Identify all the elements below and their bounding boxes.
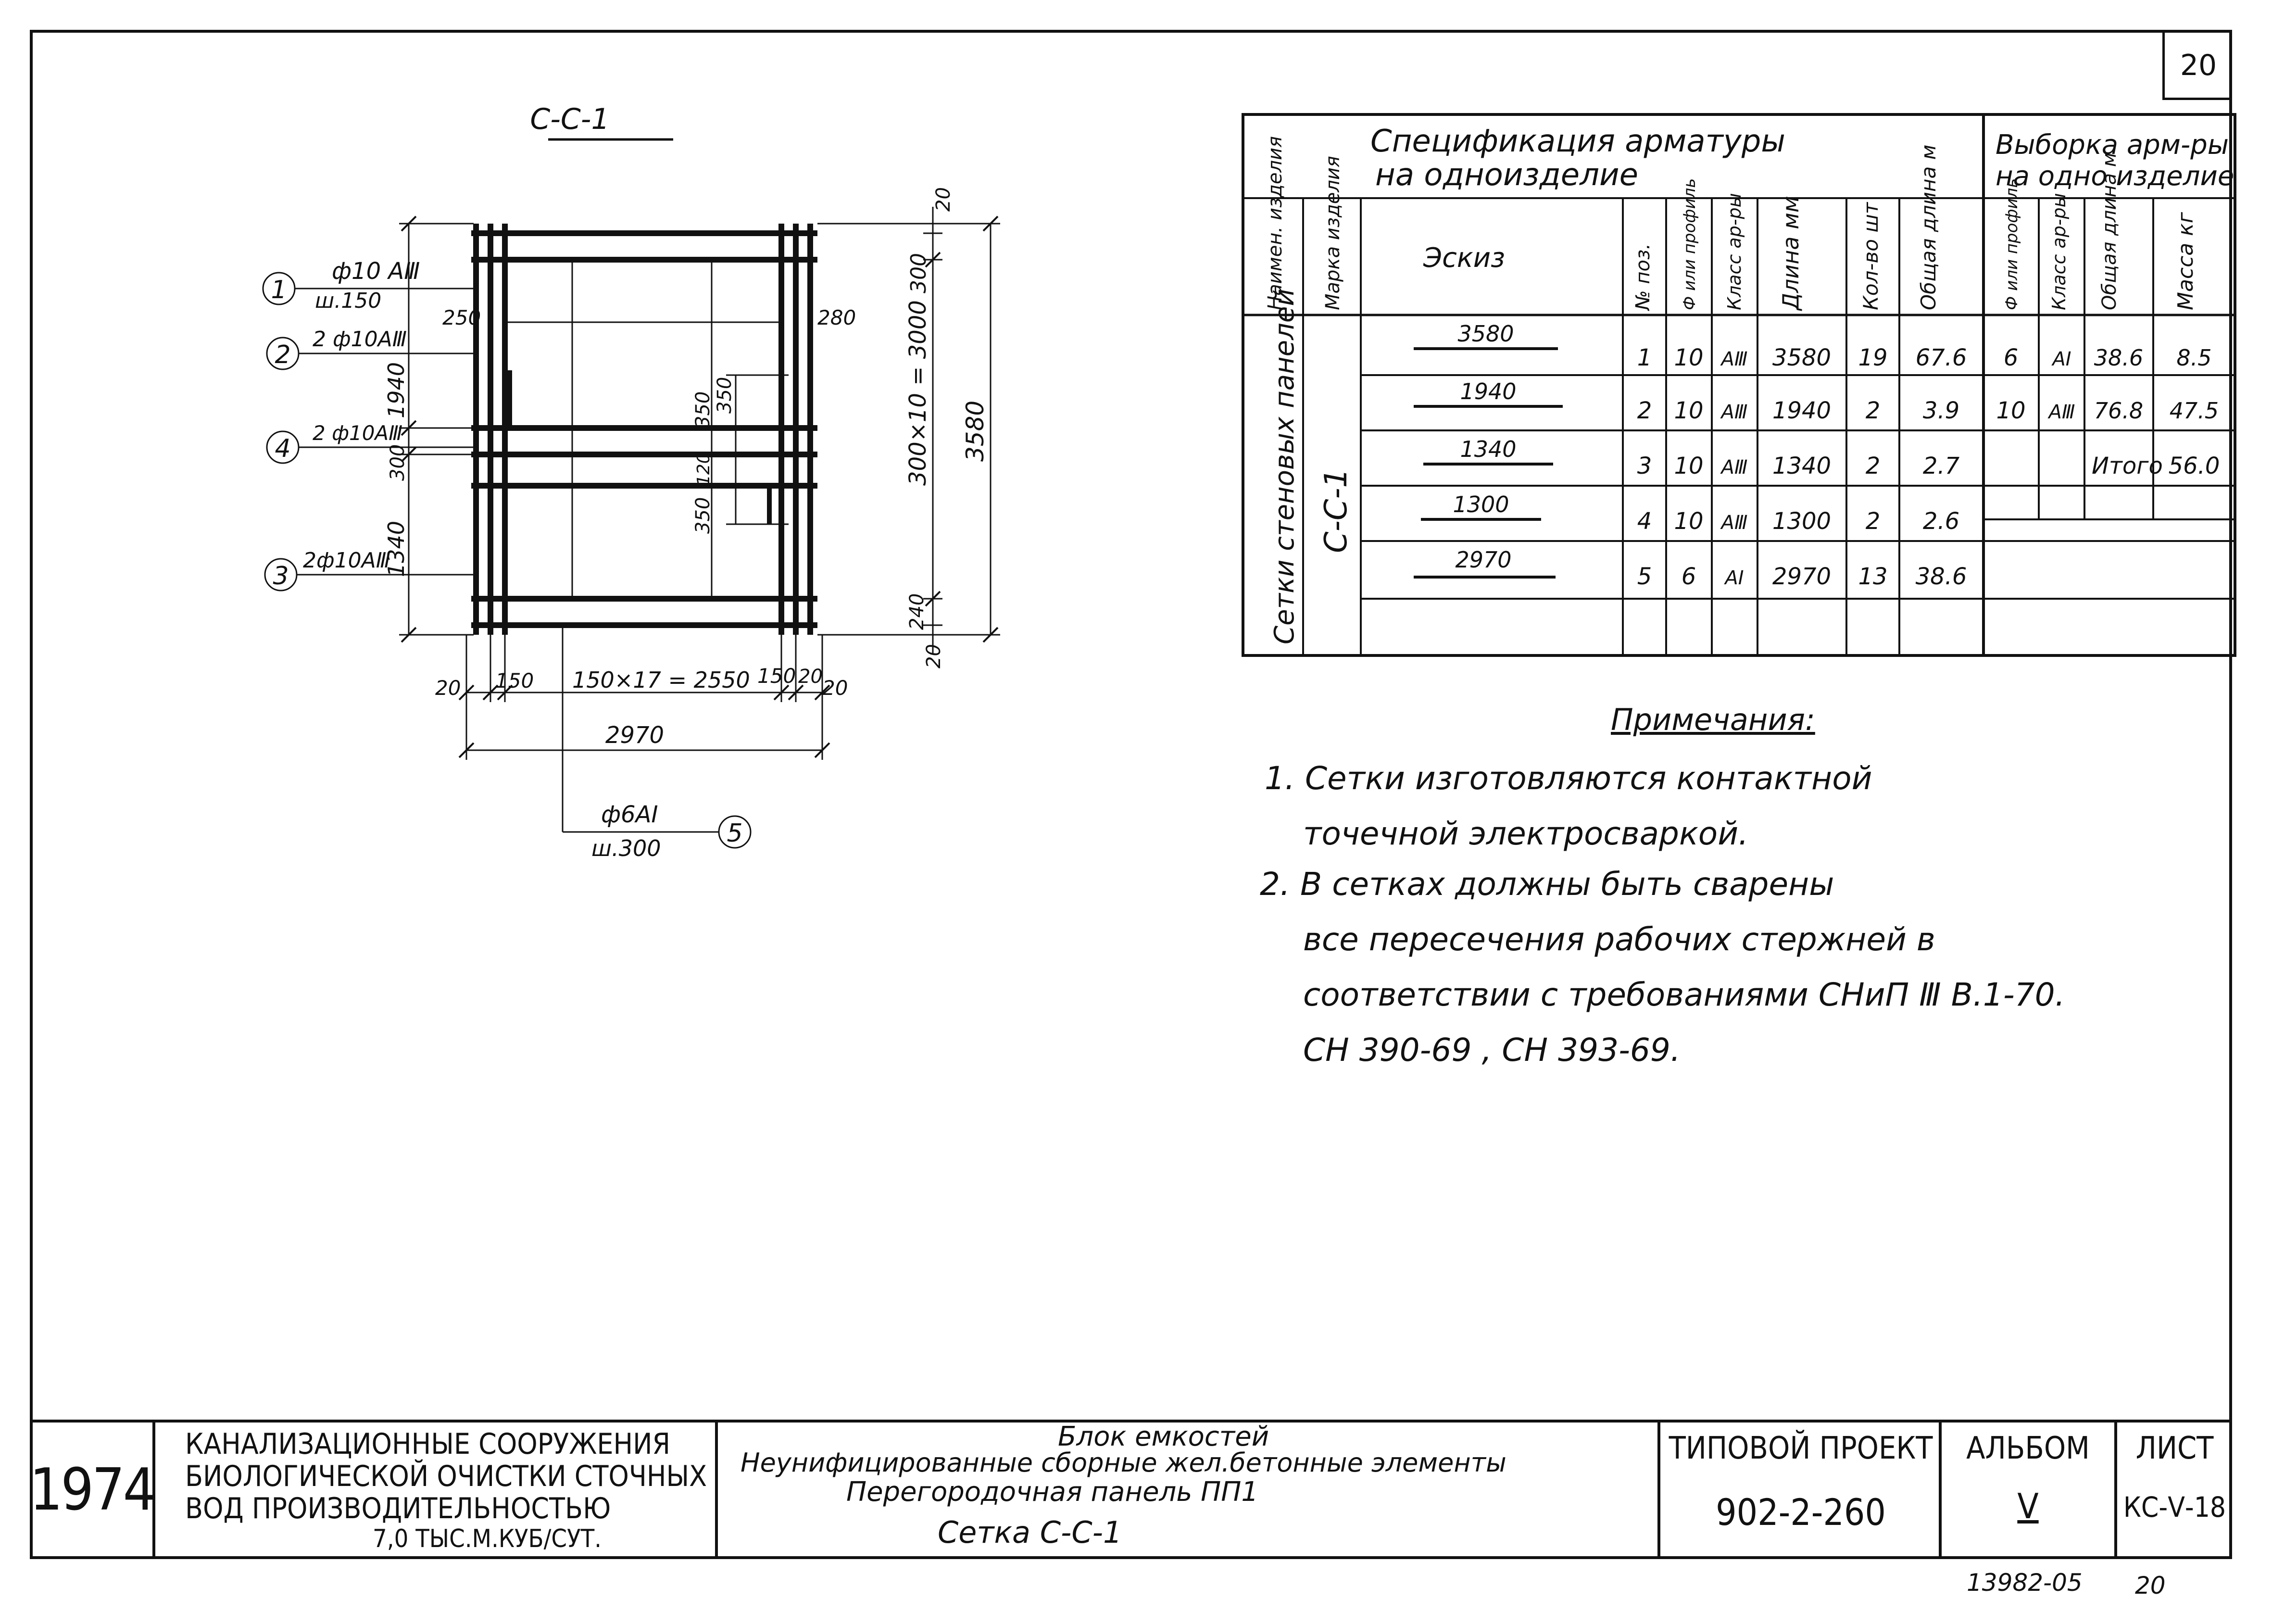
row-2-diam: 10: [1674, 397, 1704, 424]
page-number: 20: [2162, 33, 2232, 100]
row-5-klass: АⅠ: [1725, 567, 1744, 589]
row-1-dlina: 3580: [1772, 344, 1832, 371]
bar-5-label: ф6АⅠ: [601, 801, 658, 828]
dim-r-3580: 3580: [961, 400, 989, 462]
project-number: 902-2-260: [1716, 1491, 1886, 1534]
dim-r-300: 300: [906, 253, 931, 293]
desc-line-1: Блок емкостей: [1058, 1421, 1269, 1452]
row-5-poz: 5: [1637, 563, 1652, 590]
bar-3-label: 2ф10АⅢ: [303, 548, 391, 573]
bar-1-label: ф10 АⅢ: [332, 258, 420, 285]
bottom-code: 13982-05: [1967, 1569, 2083, 1597]
row-1-poz: 1: [1637, 344, 1652, 371]
hdr-dlina: Длина мм: [1778, 196, 1804, 310]
bar-1-num: 1: [271, 276, 287, 304]
dim-2970: 2970: [605, 722, 665, 749]
row-4-poz: 4: [1637, 508, 1652, 535]
row-1-kolvo: 19: [1858, 344, 1888, 371]
row-1-diam: 10: [1674, 344, 1704, 371]
hdr-v-massa: Масса кг: [2173, 212, 2198, 310]
note-line-2: точечной электросваркой.: [1303, 815, 1749, 852]
marka-value: С-С-1: [1318, 468, 1354, 553]
dim-280: 280: [817, 306, 856, 329]
dim-300: 300: [387, 444, 409, 481]
org-line-2: БИОЛОГИЧЕСКОЙ ОЧИСТКИ СТОЧНЫХ: [185, 1460, 707, 1493]
row-3-kolvo: 2: [1865, 453, 1881, 479]
note-line-3: 2. В сетках должны быть сварены: [1260, 866, 1834, 903]
hdr-profil: Ф или профиль: [1680, 178, 1699, 310]
v-row-2-klass: АⅢ: [2048, 401, 2075, 423]
v-row-2-massa: 47.5: [2169, 398, 2219, 424]
bar-5-num: 5: [727, 819, 743, 848]
album-label: АЛЬБОМ: [1966, 1431, 2090, 1466]
hdr-marka: Марка изделия: [1322, 156, 1344, 310]
row-2-sketch: 1940: [1460, 378, 1517, 404]
desc-line-3: Перегородочная панель ПП1: [846, 1476, 1258, 1508]
album-value: Ⅴ: [2017, 1486, 2039, 1526]
vyborka-title-2: на одно изделие: [1996, 161, 2234, 192]
hdr-kolvo: Кол-во шт: [1859, 202, 1883, 310]
row-3-dlina: 1340: [1772, 453, 1832, 479]
bar-1-sublabel: ш.150: [315, 289, 382, 313]
notes-title: Примечания:: [1611, 702, 1815, 737]
hdr-poz: № поз.: [1632, 243, 1654, 310]
project-label: ТИПОВОЙ ПРОЕКТ: [1669, 1431, 1933, 1466]
v-row-1-diam: 6: [2003, 344, 2019, 371]
dim-350-b: 350: [692, 497, 714, 534]
desc-line-2: Неунифицированные сборные жел.бетонные элементы: [741, 1448, 1506, 1478]
row-3-sketch: 1340: [1460, 436, 1517, 462]
naimen-value: Сетки стеновых панелей: [1269, 289, 1300, 644]
vyborka-title-1: Выборка арм-ры: [1996, 129, 2229, 161]
row-5-obsh: 38.6: [1915, 563, 1967, 590]
row-4-dlina: 1300: [1772, 508, 1832, 535]
row-3-poz: 3: [1637, 453, 1652, 479]
hdr-naimen: Наимен. изделия: [1264, 136, 1286, 310]
row-4-sketch: 1300: [1453, 491, 1509, 517]
row-3-obsh: 2.7: [1922, 453, 1960, 479]
row-5-kolvo: 13: [1858, 563, 1888, 590]
dim-150-b: 150: [757, 664, 796, 688]
v-row-1-massa: 8.5: [2176, 345, 2212, 371]
hdr-v-obsh: Общая длина м: [2098, 152, 2121, 310]
hdr-v-profil: Ф или профиль: [2002, 178, 2021, 310]
spec-title-1: Спецификация арматуры: [1370, 124, 1785, 159]
dim-350-c: 350: [692, 391, 714, 428]
dim-350-a: 350: [714, 377, 736, 414]
dim-1940: 1940: [383, 362, 409, 418]
row-2-dlina: 1940: [1772, 397, 1832, 424]
bar-2-num: 2: [275, 340, 291, 369]
drawing-title: С-С-1: [530, 102, 610, 136]
dim-1340: 1340: [383, 520, 409, 577]
note-line-6: СН 390-69 , СН 393-69.: [1303, 1032, 1681, 1069]
row-2-obsh: 3.9: [1922, 397, 1960, 424]
dim-r-3000: 300×10 = 3000: [904, 300, 931, 486]
spec-title-2: на одноизделие: [1375, 157, 1638, 193]
v-row-1-klass: АⅠ: [2052, 348, 2071, 370]
dim-120: 120: [694, 453, 714, 486]
row-5-dlina: 2970: [1772, 563, 1832, 590]
org-line-3: ВОД ПРОИЗВОДИТЕЛЬНОСТЬЮ: [185, 1492, 611, 1525]
row-2-kolvo: 2: [1865, 397, 1881, 424]
row-1-klass: АⅢ: [1721, 348, 1748, 370]
itogo-value: 56.0: [2168, 453, 2220, 479]
sheet-label: ЛИСТ: [2135, 1431, 2214, 1466]
itogo-label: Итого: [2092, 453, 2163, 479]
org-line-4: 7,0 ТЫС.М.КУБ/СУТ.: [373, 1524, 602, 1553]
v-row-2-diam: 10: [1996, 397, 2026, 424]
row-5-diam: 6: [1681, 563, 1696, 590]
hdr-eskiz: Эскиз: [1423, 242, 1505, 274]
bottom-page: 20: [2135, 1572, 2166, 1599]
row-3-klass: АⅢ: [1721, 456, 1748, 478]
note-line-5: соответствии с требованиями СНиП Ⅲ В.1-70.: [1303, 976, 2065, 1013]
dim-20-a: 20: [435, 676, 461, 700]
dim-r-20-a: 20: [932, 187, 954, 212]
row-1-obsh: 67.6: [1915, 344, 1967, 371]
title-year: 1974: [29, 1457, 154, 1523]
row-1-sketch: 3580: [1457, 321, 1514, 347]
dim-2550: 150×17 = 2550: [572, 667, 750, 693]
dim-r-20-b: 20: [923, 644, 945, 668]
desc-line-4: Сетка С-С-1: [938, 1515, 1122, 1550]
bar-4-num: 4: [275, 434, 291, 463]
row-4-klass: АⅢ: [1721, 512, 1748, 534]
v-row-2-obsh: 76.8: [2094, 398, 2144, 424]
v-row-1-obsh: 38.6: [2094, 345, 2144, 371]
hdr-klass: Класс ар-ры: [1724, 193, 1745, 310]
sheet-value: КС-Ⅴ-18: [2123, 1491, 2226, 1523]
dim-20-c: 20: [822, 676, 848, 700]
row-4-kolvo: 2: [1865, 508, 1881, 535]
note-line-4: все пересечения рабочих стержней в: [1303, 921, 1935, 958]
dim-250: 250: [442, 306, 481, 329]
note-line-1: 1. Сетки изготовляются контактной: [1265, 760, 1872, 797]
dim-r-240: 240: [906, 593, 928, 630]
row-4-obsh: 2.6: [1922, 508, 1960, 535]
row-4-diam: 10: [1674, 508, 1704, 535]
hdr-v-klass: Класс ар-ры: [2048, 193, 2070, 310]
row-3-diam: 10: [1674, 453, 1704, 479]
row-2-poz: 2: [1637, 397, 1652, 424]
bar-5-sublabel: ш.300: [591, 835, 661, 861]
org-line-1: КАНАЛИЗАЦИОННЫЕ СООРУЖЕНИЯ: [185, 1427, 670, 1461]
bar-4-label: 2 ф10АⅢ: [313, 421, 403, 445]
bar-3-num: 3: [273, 562, 289, 591]
dim-20-b: 20: [798, 666, 823, 688]
bar-2-label: 2 ф10АⅢ: [313, 327, 407, 352]
dim-150-a: 150: [495, 669, 534, 692]
row-5-sketch: 2970: [1455, 547, 1512, 573]
hdr-obsh: Общая длина м: [1917, 144, 1940, 310]
row-2-klass: АⅢ: [1721, 401, 1748, 423]
